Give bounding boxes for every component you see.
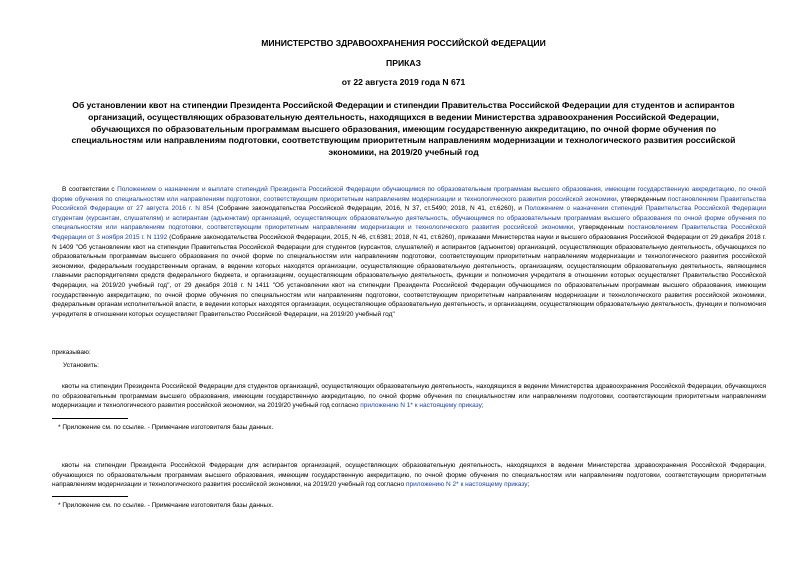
quota2-text: квоты на стипендии Президента Российской Федерации для аспирантов организаций, осуществляющих образовательную деятельность, находящихся в ведении Министерства здравоохранения Российской Федерации, обучающихся по образовательным программам высшего образования, имеющим государственную аккредитацию, по очной форме обучения по специальностям или направлениям подготовки, соответствующим приоритетным направлениям модернизации и технологического развития российской экономики, на 2019/20 учебный год согласно	[52, 462, 766, 489]
footnote-2: * Приложение см. по ссылке. - Примечание изготовителя базы данных.	[58, 502, 274, 509]
quota1-end: ;	[481, 402, 484, 410]
link-appendix-1[interactable]: приложению N 1* к настоящему приказу	[360, 402, 482, 410]
establish-heading: Установить:	[63, 362, 99, 369]
preamble-text-3: (Собрание законодательства Российской Федерации, 2016, N 37, ст.5490; 2018, N 41, ст.6260), и	[213, 205, 525, 213]
quota-paragraph-students	[52, 382, 766, 411]
quota1-text: квоты на стипендии Президента Российской Федерации для студентов организаций, осуществляющих образовательную деятельность, находящихся в ведении Министерства здравоохранения Российской Федерации, обучающихся по образовательным программам высшего образования, имеющим государственную аккредитацию, по очной форме обучения по специальностям или направлениям подготовки, соответствующим приоритетным направлениям модернизации и технологического развития российской экономики, на 2019/20 учебный год согласно	[52, 383, 766, 410]
footnote-divider	[52, 418, 128, 419]
preamble-text-1: В соответствии с	[62, 186, 118, 193]
document-type: ПРИКАЗ	[386, 58, 421, 68]
ministry-name: МИНИСТЕРСТВО ЗДРАВООХРАНЕНИЯ РОССИЙСКОЙ ФЕДЕРАЦИИ	[261, 38, 546, 48]
preamble-text-2: , утвержденным	[616, 195, 668, 203]
footnote-1: * Приложение см. по ссылке. - Примечание изготовителя базы данных.	[58, 424, 274, 431]
quota-paragraph-postgraduates	[52, 461, 766, 490]
document-date: от 22 августа 2019 года N 671	[341, 77, 466, 87]
preamble-text-5: (Собрание законодательства Российской Федерации, 2015, N 46, ст.6381; 2018, N 41, ст.6260), приказами Министерства науки и высшего образования Российской Федерации от 29 декабря 2018 г. N 1409 "Об установлении квот на стипендии Правительства Российской Федерации для студентов (курсантов, слушателей) и аспирантов (адъюнктов) организаций, осуществляющих образовательную деятельность, обучающихся по образовательным программам высшего образования по очной форме по специальностям или направлениям подготовки, соответствующим приоритетным направлениям модернизации и технологического развития российской экономики, федеральным государственным органам, в ведении которых находятся организации, осуществляющие образовательную деятельность, организациям, осуществляющим образовательную деятельность, являющимся главными распорядителями средств федерального бюджета, и организациям, осуществляющим образовательную деятельность, функции и полномочия учредителя в отношении которых осуществляет Правительство Российской Федерации, на 2019/20 учебный год", от 29 декабря 2018 г. N 1411 "Об установлении квот на стипендии Президента Российской Федерации обучающимся по образовательным программам высшего образования, имеющим государственную аккредитацию, по очной форме обучения по специальностям или направлениям подготовки, соответствующим приоритетным направлениям модернизации и технологического развития российской экономики, федеральным органам исполнительной власти, в ведении которых находятся организации, осуществляющие образовательную деятельность, и организациям, осуществляющим образовательную деятельность, функции и полномочия учредителя в отношении которых осуществляет Правительство Российской Федерации, на 2019/20 учебный год"	[52, 233, 767, 318]
quota2-end: ;	[527, 481, 530, 489]
order-word: приказываю:	[52, 349, 91, 356]
link-government-scholarship-regulation[interactable]: Положением о назначении стипендий Правительства Российской Федерации студентам (курсантам, слушателям) и аспирантам (адъюнктам) организаций, осуществляющих образовательную деятельность, обучающимся по образовательным программам высшего образования по очной форме обучения по специальностям или направлениям подготовки, соответствующим приоритетным направлениям модернизации и технологического развития российской экономики	[52, 205, 767, 232]
link-resolution-854[interactable]: постановлением Правительства Российской Федерации от 27 августа 2016 г. N 854	[52, 195, 766, 213]
link-president-scholarship-regulation[interactable]: Положением о назначении и выплате стипендий Президента Российской Федерации обучающимся по образовательным программам высшего образования, имеющим государственную аккредитацию, по очной форме обучения по специальностям или направлениям подготовки, соответствующим приоритетным направлениям модернизации и технологического развития российской экономики	[52, 186, 767, 203]
preamble-paragraph	[52, 185, 766, 319]
document-title: Об установлении квот на стипендии Президента Российской Федерации и стипендии Правительства Российской Федерации для студентов и аспирантов организаций, осуществляющих образовательную деятельность, находящихся в ведении Министерства здравоохранения Российской Федерации, обучающихся по образовательным программам высшего образования, имеющим государственную аккредитацию, по очной форме обучения по специальностям или направлениям подготовки, соответствующим приоритетным направлениям модернизации и технологического развития российской экономики, на 2019/20 учебный год	[71, 100, 736, 158]
link-resolution-1192[interactable]: постановлением Правительства Российской Федерации от 3 ноября 2015 г. N 1192	[52, 224, 766, 241]
footnote-divider	[52, 496, 128, 497]
link-appendix-2[interactable]: приложению N 2* к настоящему приказу	[405, 481, 528, 489]
preamble-text-4: , утвержденным	[573, 224, 628, 232]
